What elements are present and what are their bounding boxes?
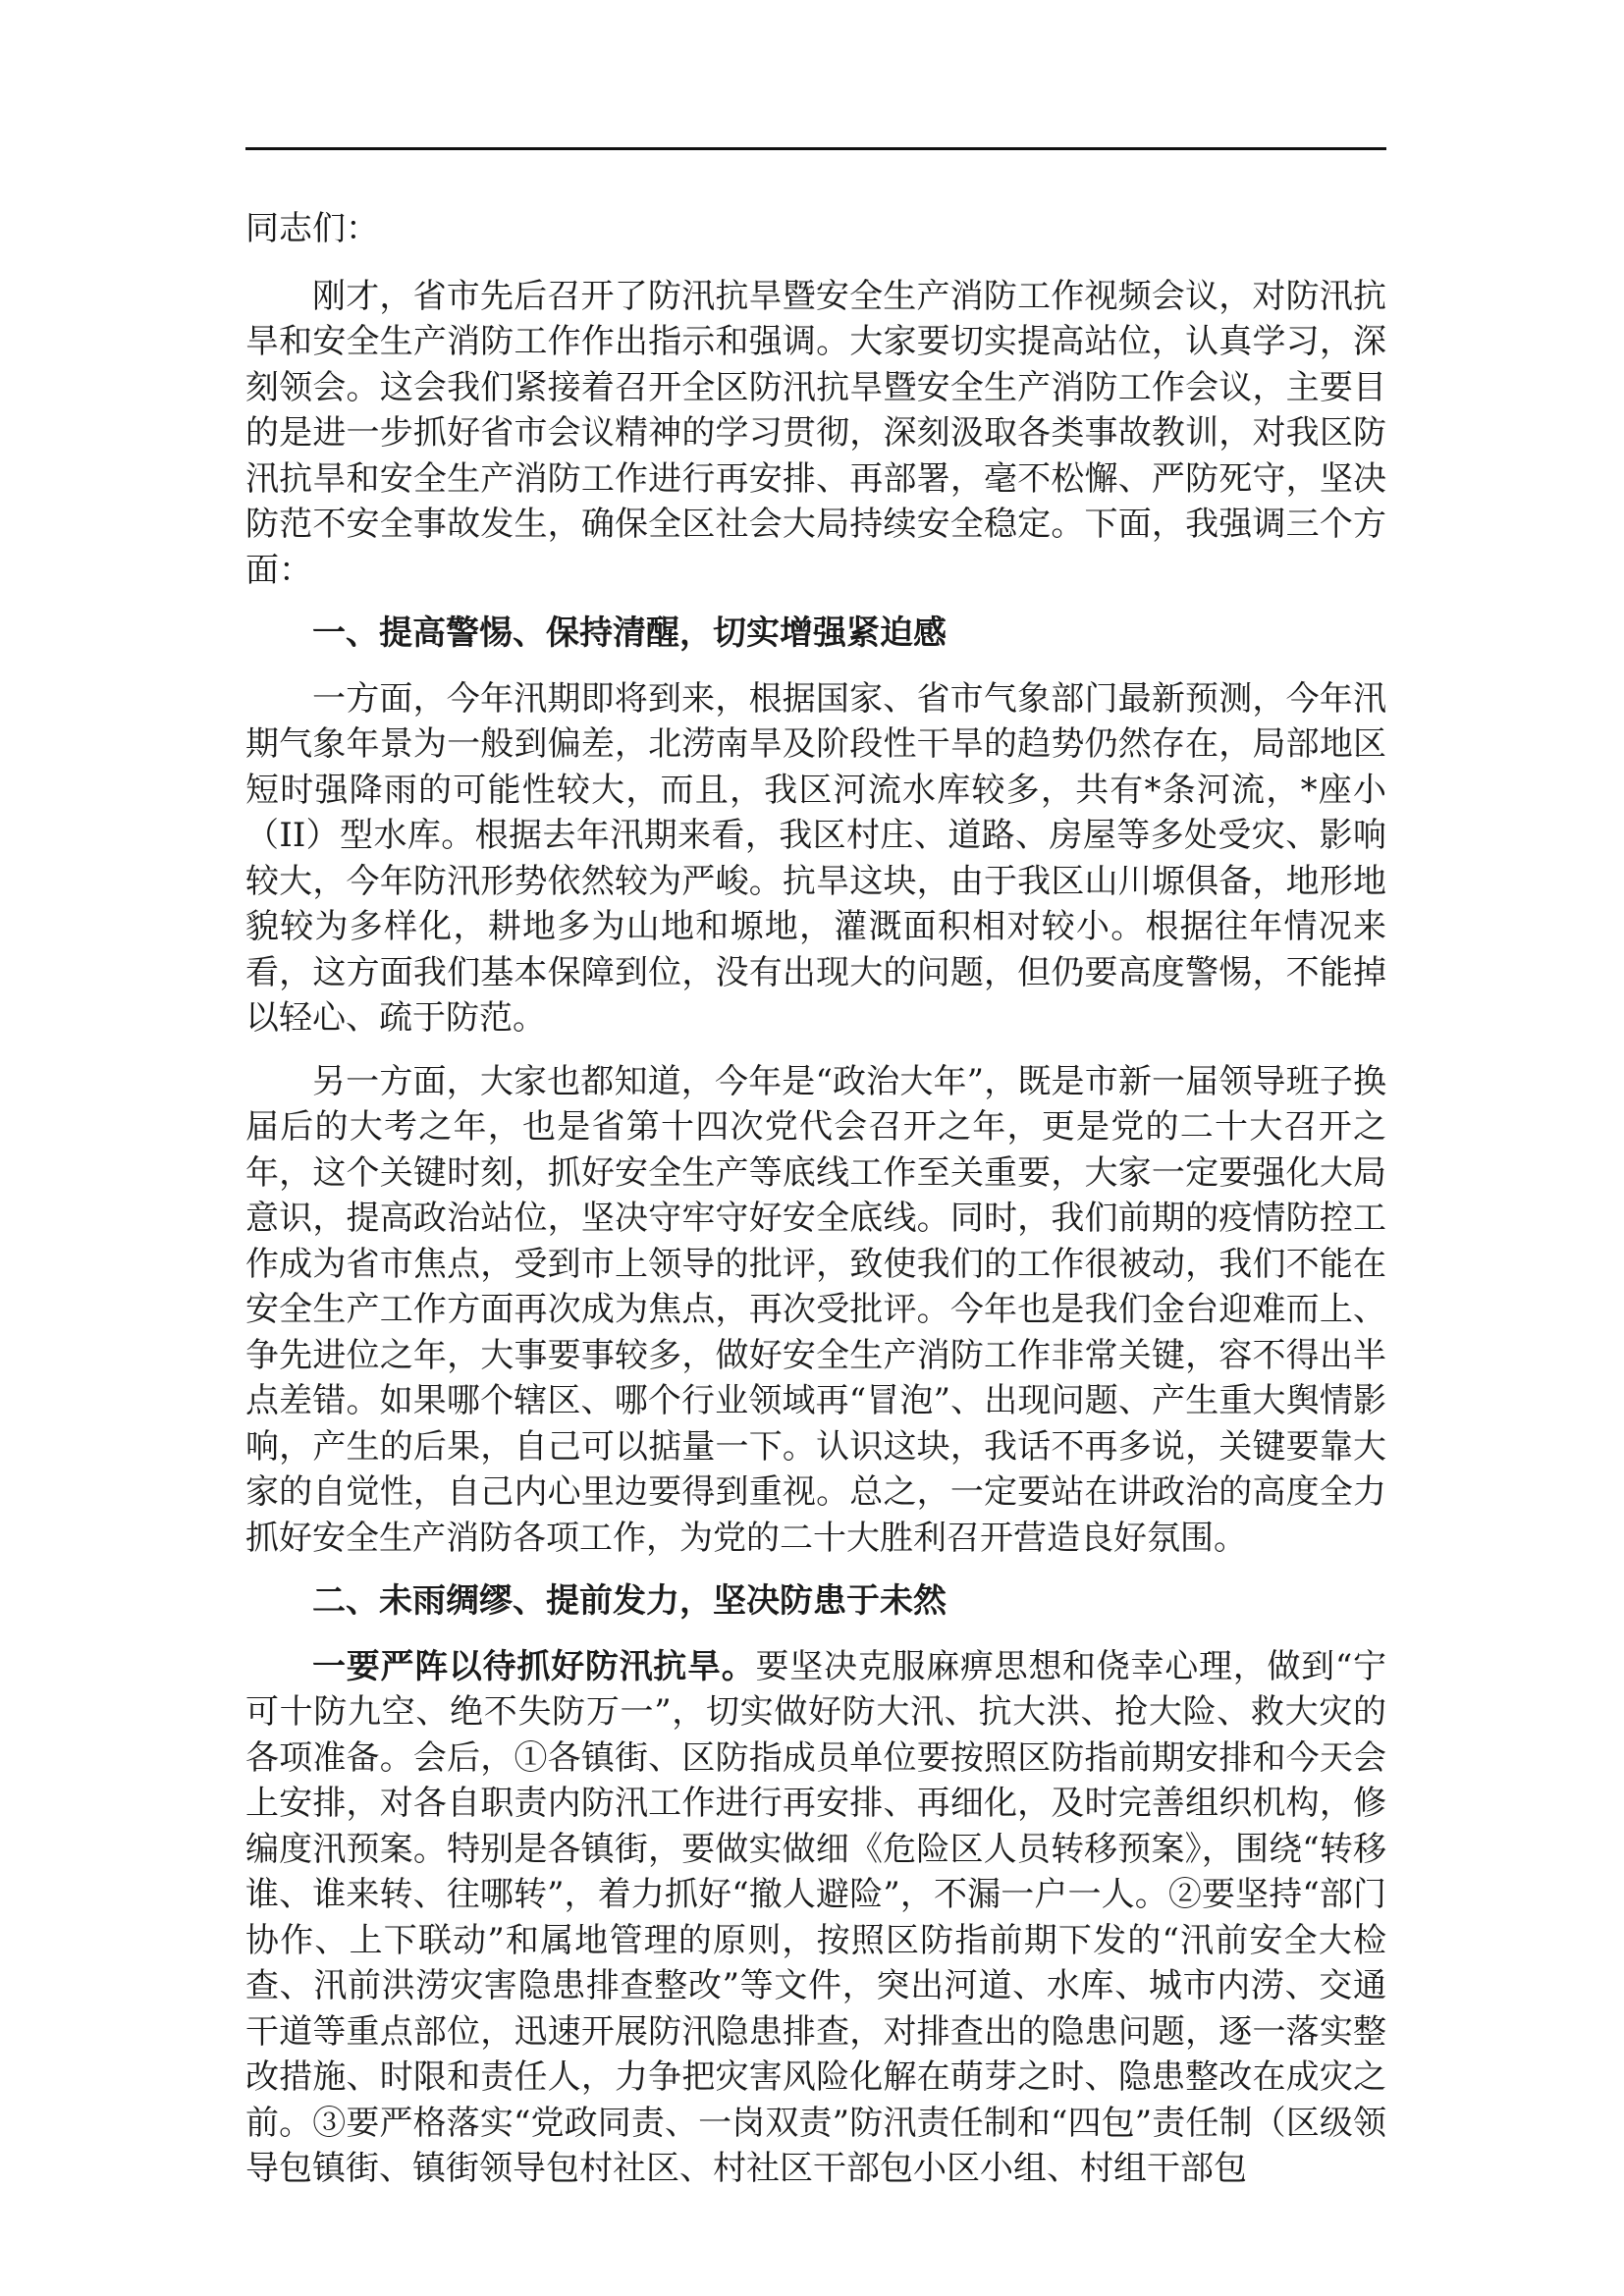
paragraph-political-year: 另一方面，大家也都知道，今年是“政治大年”，既是市新一届领导班子换届后的大考之年，也是省第十四次党代会召开之年，更是党的二十大召开之年，这个关键时刻，抓好安全生产等底线工作至关重要，大家一定要强化大局意识，提高政治站位，坚决守牢守好安全底线。同时，我们前期的疫情防控工作成为省市焦点，受到市上领导的批评，致使我们的工作很被动，我们不能在安全生产工作方面再次成为焦点，再次受批评。今年也是我们金台迎难而上、争先进位之年，大事要事较多，做好安全生产消防工作非常关键，容不得出半点差错。如果哪个辖区、哪个行业领域再“冒泡”、出现问题、产生重大舆情影响，产生的后果，自己可以掂量一下。认识这块，我话不再多说，关键要靠大家的自觉性，自己内心里边要得到重视。总之，一定要站在讲政治的高度全力抓好安全生产消防各项工作，为党的二十大胜利召开营造良好氛围。 [245,1061,1386,1558]
paragraph-flood-outlook: 一方面，今年汛期即将到来，根据国家、省市气象部门最新预测，今年汛期气象年景为一般到偏差，北涝南旱及阶段性干旱的趋势仍然存在，局部地区短时强降雨的可能性较大，而且，我区河流水库较多，共有*条河流，*座小（II）型水库。根据去年汛期来看，我区村庄、道路、房屋等多处受灾、影响较大，今年防汛形势依然较为严峻。抗旱这块，由于我区山川塬俱备，地形地貌较为多样化，耕地多为山地和塬地，灌溉面积相对较小。根据往年情况来看，这方面我们基本保障到位，没有出现大的问题，但仍要高度警惕，不能掉以轻心、疏于防范。 [245,678,1386,1038]
paragraph-flood-prevention-body: 要坚决克服麻痹思想和侥幸心理，做到“宁可十防九空、绝不失防万一”，切实做好防大汛、抗大洪、抢大险、救大灾的各项准备。会后，①各镇街、区防指成员单位要按照区防指前期安排和今天会上安排，对各自职责内防汛工作进行再安排、再细化，及时完善组织机构，修编度汛预案。特别是各镇街，要做实做细《危险区人员转移预案》，围绕“转移谁、谁来转、往哪转”，着力抓好“撤人避险”，不漏一户一人。②要坚持“部门协作、上下联动”和属地管理的原则，按照区防指前期下发的“汛前安全大检查、汛前洪涝灾害隐患排查整改”等文件，突出河道、水库、城市内涝、交通干道等重点部位，迅速开展防汛隐患排查，对排查出的隐患问题，逐一落实整改措施、时限和责任人，力争把灾害风险化解在萌芽之时、隐患整改在成灾之前。③要严格落实“党政同责、一岗双责”防汛责任制和“四包”责任制（区级领导包镇街、镇街领导包村社区、村社区干部包小区小组、村组干部包 [245,1646,1386,2188]
section-heading-2: 二、未雨绸缪、提前发力，坚决防患于未然 [312,1581,947,1621]
document-body [245,206,1386,2210]
section-heading-1: 一、提高警惕、保持清醒，切实增强紧迫感 [312,614,947,653]
run-in-heading: 一要严阵以待抓好防汛抗旱。 [312,1646,756,1686]
paragraph-intro: 刚才，省市先后召开了防汛抗旱暨安全生产消防工作视频会议，对防汛抗旱和安全生产消防工作作出指示和强调。大家要切实提高站位，认真学习，深刻领会。这会我们紧接着召开全区防汛抗旱暨安全生产消防工作会议，主要目的是进一步抓好省市会议精神的学习贯彻，深刻汲取各类事故教训，对我区防汛抗旱和安全生产消防工作进行再安排、再部署，毫不松懈、严防死守，坚决防范不安全事故发生，确保全区社会大局持续安全稳定。下面，我强调三个方面： [245,276,1386,590]
paragraph-flood-prevention [245,1644,1386,2192]
salutation: 同志们： [245,209,379,248]
header-rule [245,147,1386,150]
